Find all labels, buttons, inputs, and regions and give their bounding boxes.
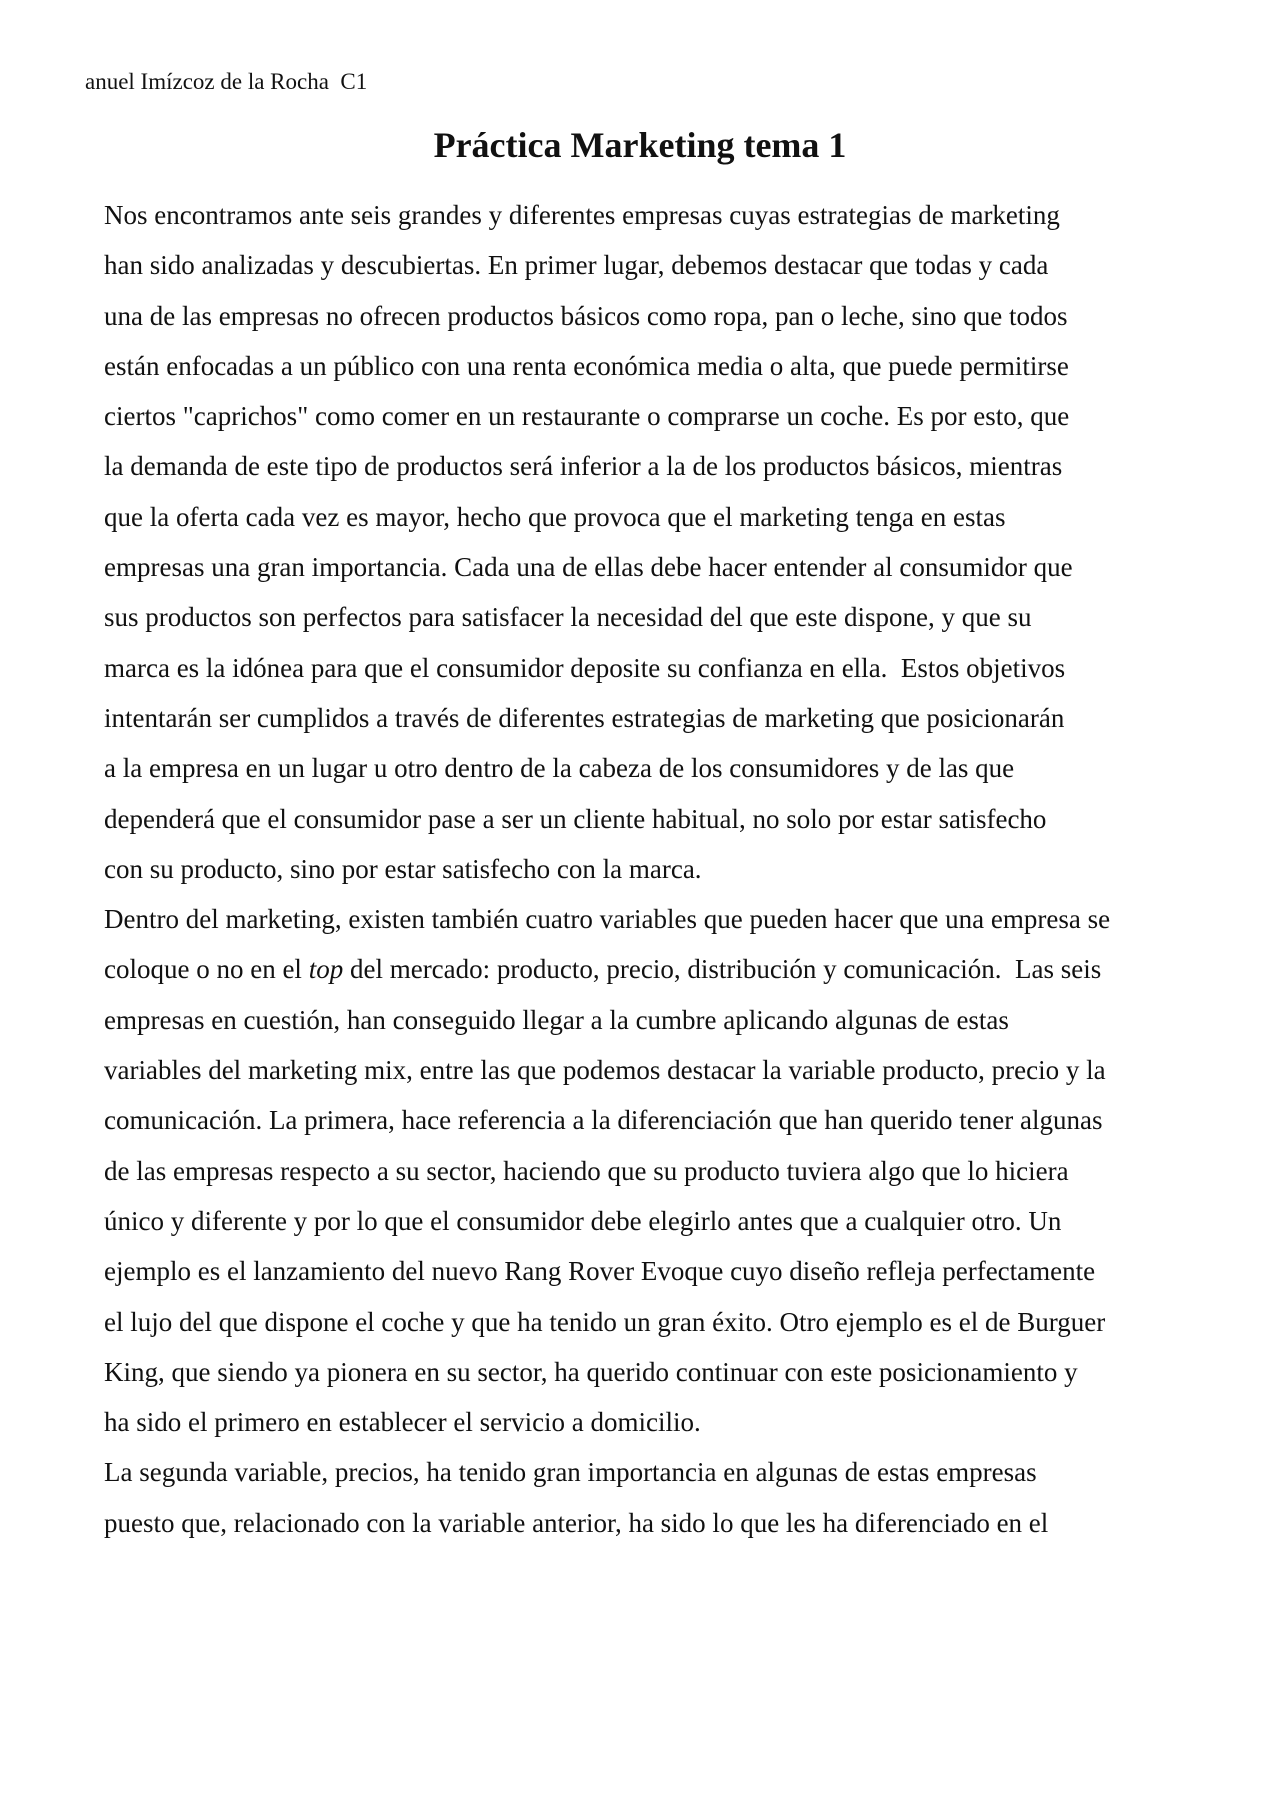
text-line: a la empresa en un lugar u otro dentro de la cabeza de los consumidores y de las que bbox=[104, 753, 1015, 784]
header-author: anuel Imízcoz de la Rocha C1 bbox=[85, 69, 368, 94]
text-line: están enfocadas a un público con una renta económica media o alta, que puede permitirse bbox=[104, 350, 1069, 381]
text-line: que la oferta cada vez es mayor, hecho que provoca que el marketing tenga en estas bbox=[104, 501, 1006, 532]
text-line: empresas una gran importancia. Cada una de ellas debe hacer entender al consumidor que bbox=[104, 552, 1073, 583]
text-line: empresas en cuestión, han conseguido llegar a la cumbre aplicando algunas de estas bbox=[104, 1004, 1009, 1035]
text-line: Nos encontramos ante seis grandes y diferentes empresas cuyas estrategias de marketing bbox=[104, 200, 1060, 230]
text-line: dependerá que el consumidor pase a ser un cliente habitual, no solo por estar satisfecho bbox=[104, 803, 1047, 834]
text-line: intentarán ser cumplidos a través de diferentes estrategias de marketing que posicionarán bbox=[104, 702, 1065, 733]
text-line: variables del marketing mix, entre las que podemos destacar la variable producto, precio y la bbox=[104, 1055, 1106, 1086]
text-line: el lujo del que dispone el coche y que ha tenido un gran éxito. Otro ejemplo es el de Burguer bbox=[104, 1306, 1106, 1337]
text-line: Dentro del marketing, existen también cuatro variables que pueden hacer que una empresa se bbox=[104, 904, 1111, 935]
text-line: ciertos "caprichos" como comer en un restaurante o comprarse un coche. Es por esto, que bbox=[104, 401, 1070, 432]
italic-word-top: top bbox=[308, 954, 344, 985]
body-text bbox=[104, 190, 1244, 1548]
text-line: puesto que, relacionado con la variable anterior, ha sido lo que les ha diferenciado en el bbox=[104, 1507, 1049, 1538]
page-title: Práctica Marketing tema 1 bbox=[433, 125, 847, 165]
text-segment: coloque o no en el bbox=[104, 954, 309, 985]
text-line: marca es la idónea para que el consumidor deposite su confianza en ella. Estos objetivos bbox=[104, 652, 1066, 683]
text-line: sus productos son perfectos para satisfacer la necesidad del que este dispone, y que su bbox=[104, 602, 1032, 633]
text-line: han sido analizadas y descubiertas. En primer lugar, debemos destacar que todas y cada bbox=[104, 250, 1049, 281]
text-line: comunicación. La primera, hace referencia a la diferenciación que han querido tener algunas bbox=[104, 1105, 1103, 1136]
text-line: King, que siendo ya pionera en su sector, ha querido continuar con este posicionamiento y bbox=[104, 1356, 1078, 1387]
text-line: único y diferente y por lo que el consumidor debe elegirlo antes que a cualquier otro. Un bbox=[104, 1205, 1062, 1236]
text-line: una de las empresas no ofrecen productos básicos como ropa, pan o leche, sino que todos bbox=[104, 300, 1068, 331]
text-line: la demanda de este tipo de productos será inferior a la de los productos básicos, mientras bbox=[104, 451, 1063, 482]
text-line-with-italic bbox=[104, 944, 1244, 994]
text-line: con su producto, sino por estar satisfecho con la marca. bbox=[104, 853, 702, 884]
text-line: La segunda variable, precios, ha tenido gran importancia en algunas de estas empresas bbox=[104, 1457, 1037, 1488]
text-line: ha sido el primero en establecer el servicio a domicilio. bbox=[104, 1407, 701, 1438]
text-segment: del mercado: producto, precio, distribución y comunicación. Las seis bbox=[343, 954, 1102, 985]
text-line: de las empresas respecto a su sector, haciendo que su producto tuviera algo que lo hiciera bbox=[104, 1155, 1069, 1186]
text-line: ejemplo es el lanzamiento del nuevo Rang Rover Evoque cuyo diseño refleja perfectamente bbox=[104, 1256, 1096, 1287]
